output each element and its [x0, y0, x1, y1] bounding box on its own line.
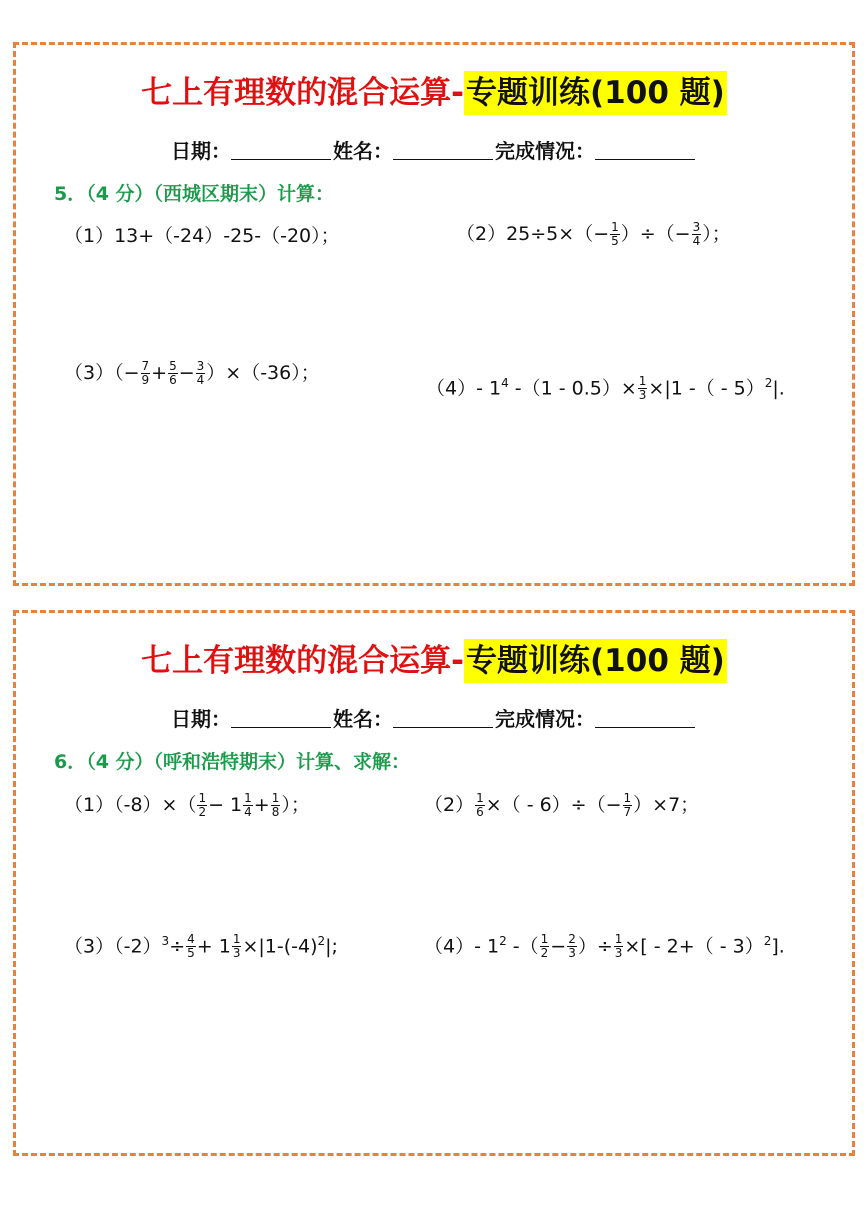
expr-text: （4）- 1: [424, 935, 500, 958]
fraction: $\frac{1}{8}$: [271, 791, 280, 819]
date-blank[interactable]: [231, 141, 331, 160]
expr-text: ）；: [702, 223, 731, 245]
fraction: $\frac{1}{2}$: [540, 932, 549, 961]
expr-text: （2）25÷5×（−: [456, 223, 610, 245]
expr-text: -（1 - 0.5）×: [508, 377, 637, 400]
title-main: 七上有理数的混合运算: [141, 643, 452, 679]
fraction: $\frac{1}{3}$: [614, 932, 623, 961]
expr-text: ）×7；: [633, 794, 700, 816]
worksheet-card-2: [13, 610, 855, 1156]
name-blank[interactable]: [393, 141, 493, 160]
expr-text: （1）（-8）×（: [64, 794, 197, 816]
problem-3: [64, 926, 338, 961]
question-header: 5．（4 分）（西城区期末）计算：: [54, 183, 335, 205]
expr-text: ）×（-36）；: [206, 362, 320, 384]
title-dash: -: [451, 75, 465, 111]
name-label: 姓名：: [333, 139, 393, 163]
status-label: 完成情况：: [495, 707, 595, 731]
fraction: $\frac{7}{9}$: [141, 359, 150, 387]
exponent: 4: [501, 376, 509, 390]
problem-3: [64, 358, 320, 388]
problem-2: [456, 219, 731, 249]
title-main: 七上有理数的混合运算: [141, 75, 452, 111]
sheet-title: [16, 635, 852, 680]
fraction: $\frac{5}{6}$: [169, 359, 177, 387]
exponent: 2: [499, 934, 507, 948]
name-label: 姓名：: [333, 707, 393, 731]
expr-text: ÷: [169, 935, 186, 958]
expr-text: ×|1-(-4): [242, 935, 318, 958]
exponent: 2: [764, 376, 773, 390]
expr-text: ×[ - 2+（ - 3）: [624, 935, 764, 958]
problem-1: （1）13+（-24）-25-（-20）；: [64, 225, 340, 247]
date-blank[interactable]: [231, 709, 331, 728]
fraction: $\frac{1}{5}$: [611, 220, 619, 248]
title-highlight: 专题训练(100 题): [464, 71, 727, 115]
expr-text: ）；: [281, 794, 310, 816]
exponent: 2: [317, 934, 326, 948]
exponent: 3: [161, 934, 170, 948]
title-highlight: 专题训练(100 题): [464, 639, 727, 683]
expr-text: ）÷（−: [620, 223, 691, 245]
date-label: 日期：: [171, 139, 231, 163]
fraction: $\frac{1}{3}$: [232, 932, 241, 961]
name-blank[interactable]: [393, 709, 493, 728]
expr-text: ）÷: [577, 935, 613, 958]
fraction: $\frac{1}{3}$: [638, 374, 647, 403]
problem-2: [424, 790, 699, 820]
expr-text: （3）（-2）: [64, 935, 162, 958]
info-line: [16, 703, 852, 732]
sheet-title: [16, 67, 852, 112]
problem-1: [64, 790, 310, 820]
fraction: $\frac{1}{7}$: [623, 791, 632, 819]
fraction: $\frac{3}{4}$: [692, 220, 701, 248]
info-line: [16, 135, 852, 164]
fraction: $\frac{4}{5}$: [187, 932, 195, 961]
status-blank[interactable]: [595, 709, 695, 728]
expr-text: − 1: [208, 794, 243, 816]
status-label: 完成情况：: [495, 139, 595, 163]
expr-text: -（: [506, 935, 539, 958]
fraction: $\frac{1}{4}$: [244, 791, 252, 819]
fraction: $\frac{3}{4}$: [196, 359, 205, 387]
expr-text: ].: [771, 935, 785, 958]
fraction: $\frac{1}{2}$: [198, 791, 207, 819]
expr-text: |.: [772, 377, 785, 400]
fraction: $\frac{2}{3}$: [568, 932, 576, 961]
expr-text: （2）: [424, 794, 475, 816]
status-blank[interactable]: [595, 141, 695, 160]
exponent: 2: [763, 934, 772, 948]
date-label: 日期：: [171, 707, 231, 731]
expr-text: +: [151, 362, 168, 384]
worksheet-card-1: [13, 42, 855, 586]
question-header: 6．（4 分）（呼和浩特期末）计算、求解：: [54, 751, 411, 773]
problem-4: [426, 368, 785, 403]
problem-4: [424, 926, 785, 961]
expr-text: +: [253, 794, 270, 816]
expr-text: ×|1 -（ - 5）: [648, 377, 765, 400]
expr-text: ×（ - 6）÷（−: [485, 794, 622, 816]
expr-text: （4）- 1: [426, 377, 502, 400]
expr-text: （3）（−: [64, 362, 140, 384]
expr-text: + 1: [196, 935, 231, 958]
expr-text: −: [178, 362, 195, 384]
fraction: $\frac{1}{6}$: [476, 791, 484, 819]
title-dash: -: [451, 643, 465, 679]
expr-text: −: [550, 935, 567, 958]
expr-text: |;: [325, 935, 338, 958]
